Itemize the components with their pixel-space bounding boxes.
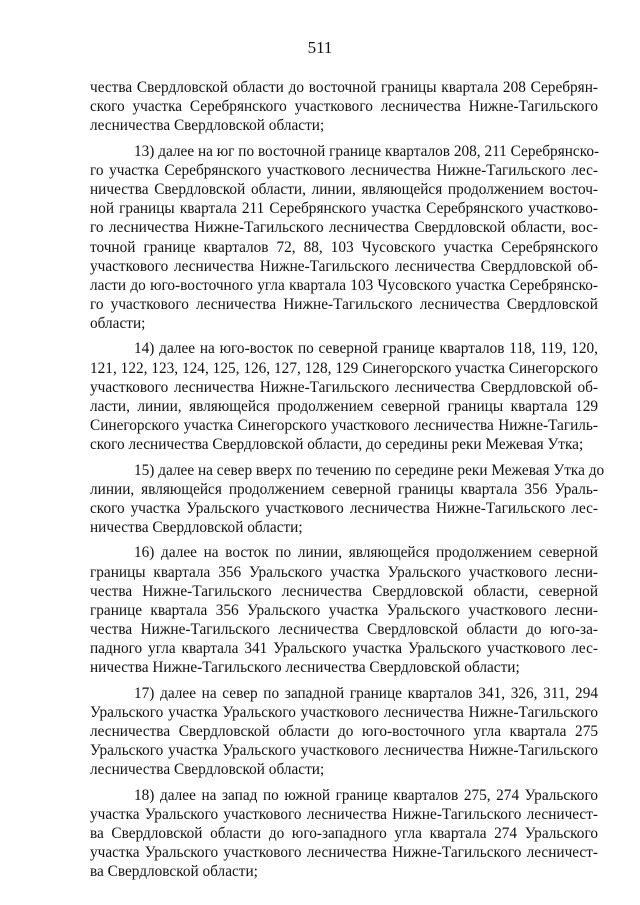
paragraph [90, 461, 605, 538]
text-line: чества Нижне-Тагильского лесничества Свердловской области до юго-за- [90, 621, 598, 639]
text-line: 121, 122, 123, 124, 125, 126, 127, 128, 129 Синегорского участка Синегорского [90, 359, 598, 377]
text-line: участка Уральского участкового лесничества Нижне-Тагильского лесничест- [90, 805, 598, 823]
text-line: ной границы квартала 211 Серебрянского участка Серебрянского участково- [90, 200, 598, 218]
text-line: лесничества Свердловской области до юго-восточного угла квартала 275 [90, 723, 598, 740]
text-line: го лесничества Нижне-Тагильского лесничества Свердловской области, вос- [90, 219, 598, 237]
text-line: 13) далее на юг по восточной границе кварталов 208, 211 Серебрянско- [134, 142, 600, 160]
text-line: падного угла квартала 341 Уральского участка Уральского участкового лес- [90, 640, 598, 658]
paragraph [90, 339, 598, 454]
text-line: 14) далее на юго-восток по северной границе кварталов 118, 119, 120, [134, 340, 598, 358]
text-line: 17) далее на север по западной границе кварталов 341, 326, 311, 294 [134, 684, 598, 702]
text-line: области; [90, 315, 146, 333]
text-line: чества Свердловской области до восточной границы квартала 208 Серебрян- [90, 79, 598, 96]
text-line: лесничества Свердловской области; [90, 117, 325, 135]
text-line: ничества Свердловской области; [90, 519, 303, 537]
paragraph [90, 786, 598, 882]
text-line: участкового лесничества Нижне-Тагильского лесничества Свердловской об- [90, 257, 598, 275]
text-line: границы квартала 356 Уральского участка Уральского участкового лесни- [90, 563, 598, 581]
text-line: ва Свердловской области; [90, 863, 258, 881]
paragraph [90, 543, 598, 677]
text-line: ского лесничества Свердловской области, до середины реки Межевая Утка; [90, 436, 584, 454]
text-line: линии, являющейся продолжением северной границы квартала 356 Ураль- [90, 480, 598, 498]
text-line: ского участка Серебрянского участкового лесничества Нижне-Тагильского [90, 98, 598, 116]
text-line: Синегорского участка Синегорского участкового лесничества Нижне-Тагиль- [90, 417, 598, 435]
text-line: 15) далее на север вверх по течению по середине реки Межевая Утка до [134, 461, 605, 479]
text-line: Уральского участка Уральского участкового лесничества Нижне-Тагильского [90, 703, 598, 721]
paragraph [90, 684, 598, 780]
document-body [90, 78, 605, 888]
text-line: границе квартала 356 Уральского участка Уральского участкового лесни- [90, 601, 598, 619]
text-line: го участка Серебрянского участкового лесничества Нижне-Тагильского лес- [90, 161, 598, 179]
text-line: участкового лесничества Нижне-Тагильского лесничества Свердловской об- [90, 378, 598, 396]
text-line: Уральского участка Уральского участкового лесничества Нижне-Тагильского [90, 742, 598, 760]
text-line: 16) далее на восток по линии, являющейся продолжением северной [134, 544, 598, 562]
text-line: ничества Свердловской области, линии, являющейся продолжением восточ- [90, 180, 598, 198]
text-line: чества Нижне-Тагильского лесничества Свердловской области, северной [90, 582, 598, 600]
text-line: ласти, линии, являющейся продолжением северной границы квартала 129 [90, 398, 598, 415]
paragraph [90, 78, 598, 136]
text-line: ского участка Уральского участкового лесничества Нижне-Тагильского лес- [90, 499, 598, 517]
text-line: го участкового лесничества Нижне-Тагильского лесничества Свердловской [90, 296, 598, 314]
text-line: участка Уральского участкового лесничества Нижне-Тагильского лесничест- [90, 844, 598, 862]
paragraph [90, 142, 598, 334]
page-number: 511 [307, 38, 333, 57]
text-line: точной границе кварталов 72, 88, 103 Чусовского участка Серебрянского [90, 238, 598, 256]
text-line: ничества Нижне-Тагильского лесничества Свердловской области; [90, 659, 520, 677]
text-line: лесничества Свердловской области; [90, 761, 325, 779]
text-line: ласти до юго-восточного угла квартала 103 Чусовского участка Серебрянско- [90, 276, 598, 294]
text-line: 18) далее на запад по южной границе кварталов 275, 274 Уральского [134, 786, 598, 804]
text-line: ва Свердловской области до юго-западного угла квартала 274 Уральского [90, 824, 598, 842]
